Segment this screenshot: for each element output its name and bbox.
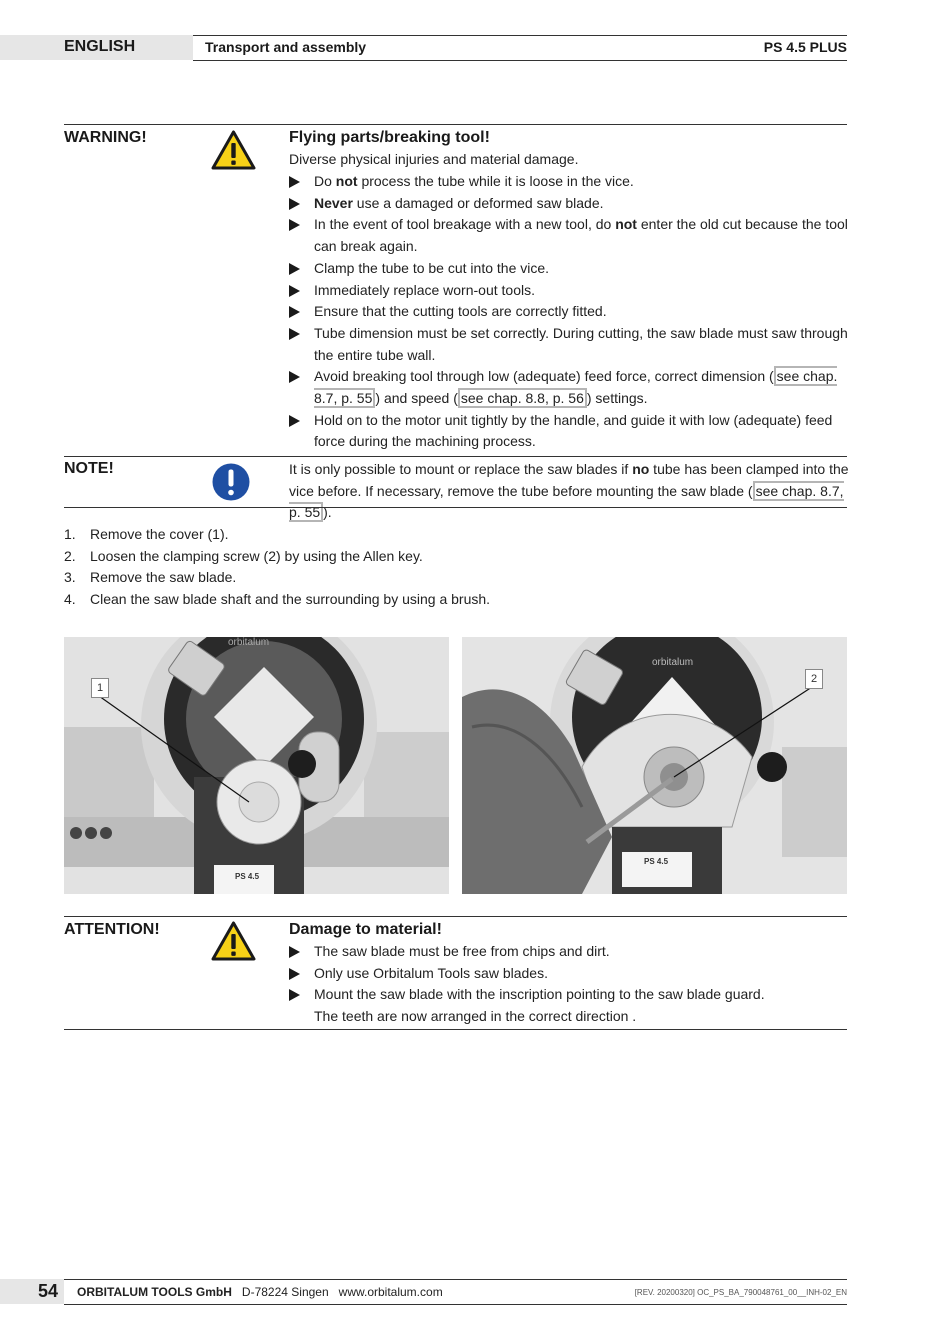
page-number: 54 — [38, 1281, 59, 1301]
list-item: Only use Orbitalum Tools saw blades. — [289, 963, 789, 985]
attention-list — [289, 941, 789, 1028]
list-item: Ensure that the cutting tools are correctly fitted. — [289, 301, 849, 323]
photo-remove-cover — [64, 637, 449, 894]
list-item: Do not process the tube while it is loose in the vice. — [289, 171, 849, 193]
bullet-arrow-icon — [289, 328, 300, 340]
list-item: Never use a damaged or deformed saw blade. — [289, 193, 849, 215]
bullet-arrow-icon — [289, 946, 300, 958]
bullet-arrow-icon — [289, 415, 300, 427]
attention-title: Damage to material! — [289, 921, 442, 938]
footer-company — [77, 1285, 443, 1299]
mandatory-exclamation-icon — [212, 463, 250, 501]
list-item: 2. Loosen the clamping screw (2) by using the Allen key. — [64, 547, 423, 564]
warning-triangle-icon — [211, 130, 256, 170]
list-item: Tube dimension must be set correctly. During cutting, the saw blade must saw through the entire tube wall. — [289, 323, 849, 366]
header-language: ENGLISH — [64, 38, 136, 55]
brand-label: orbitalum — [652, 657, 694, 668]
warning-title: Flying parts/breaking tool! — [289, 129, 490, 146]
chapter-reference-link[interactable]: see chap. 8.7, p. 55 — [314, 368, 838, 407]
list-item: In the event of tool breakage with a new tool, do not enter the old cut because the tool can break again. — [289, 214, 849, 257]
company-name: ORBITALUM TOOLS GmbH — [77, 1285, 232, 1299]
list-item: The saw blade must be free from chips and dirt. — [289, 941, 789, 963]
bullet-arrow-icon — [289, 176, 300, 188]
brand-label: orbitalum — [228, 637, 270, 648]
callout-1: 1 — [91, 678, 109, 698]
header-model-name: PS 4.5 PLUS — [763, 39, 847, 55]
list-item: Mount the saw blade with the inscription pointing to the saw blade guard. The teeth are now arranged in the correct direction . — [289, 984, 789, 1027]
document-revision: [REV. 20200320] OC_PS_BA_790048761_00__INH-02_EN — [634, 1288, 847, 1297]
company-address: D-78224 Singen — [241, 1285, 329, 1299]
plate-label: PS 4.5 — [235, 872, 260, 881]
attention-signal-word: ATTENTION! — [64, 921, 160, 938]
list-item: Immediately replace worn-out tools. — [289, 280, 849, 302]
note-signal-word: NOTE! — [64, 460, 114, 477]
callout-2: 2 — [805, 669, 823, 689]
bullet-arrow-icon — [289, 968, 300, 980]
procedure-steps — [64, 524, 490, 611]
header-rule-bottom — [193, 60, 847, 61]
list-item: Hold on to the motor unit tightly by the handle, and guide it with low (adequate) feed force during the machining process. — [289, 410, 849, 453]
note-text: It is only possible to mount or replace the saw blades if no tube has been clamped into the vice before. If necessary, remove the tube before mounting the saw blade ( see chap. 8.7, p. 55 ). — [289, 461, 849, 521]
attention-rule-bottom — [64, 1029, 847, 1030]
bullet-arrow-icon — [289, 371, 300, 383]
note-rule-top — [64, 456, 847, 457]
bullet-arrow-icon — [289, 219, 300, 231]
attention-rule-top — [64, 916, 847, 917]
footer-rule-bottom — [64, 1304, 847, 1305]
plate-label: PS 4.5 — [644, 857, 669, 866]
list-item: Avoid breaking tool through low (adequate) feed force, correct dimension ( see chap. 8.7, p. 55 ) and speed ( see chap. 8.8, p. 56 ) settings. — [289, 366, 849, 409]
company-website: www.orbitalum.com — [338, 1285, 443, 1299]
list-item: 4. Clean the saw blade shaft and the surrounding by using a brush. — [64, 591, 491, 608]
warning-intro: Diverse physical injuries and material damage. — [289, 151, 579, 167]
header-rule-top — [193, 35, 847, 36]
list-item: Clamp the tube to be cut into the vice. — [289, 258, 849, 280]
bullet-arrow-icon — [289, 263, 300, 275]
footer-rule-top — [64, 1279, 847, 1280]
chapter-reference-link[interactable]: see chap. 8.7, p. 55 — [289, 482, 844, 521]
list-item: 1. Remove the cover (1). — [64, 526, 229, 542]
warning-triangle-icon — [211, 921, 256, 961]
photo-loosen-screw — [462, 637, 847, 894]
warning-rule-top — [64, 124, 847, 125]
warning-signal-word: WARNING! — [64, 129, 147, 146]
chapter-reference-link[interactable]: see chap. 8.8, p. 56 — [458, 388, 587, 408]
bullet-arrow-icon — [289, 306, 300, 318]
bullet-arrow-icon — [289, 989, 300, 1001]
bullet-arrow-icon — [289, 198, 300, 210]
machine-illustration — [64, 637, 449, 894]
note-rule-bottom — [64, 507, 847, 508]
bullet-arrow-icon — [289, 285, 300, 297]
header-section-title: Transport and assembly — [205, 39, 367, 55]
warning-list — [289, 171, 849, 453]
machine-illustration — [462, 637, 847, 894]
list-item: 3. Remove the saw blade. — [64, 569, 237, 586]
